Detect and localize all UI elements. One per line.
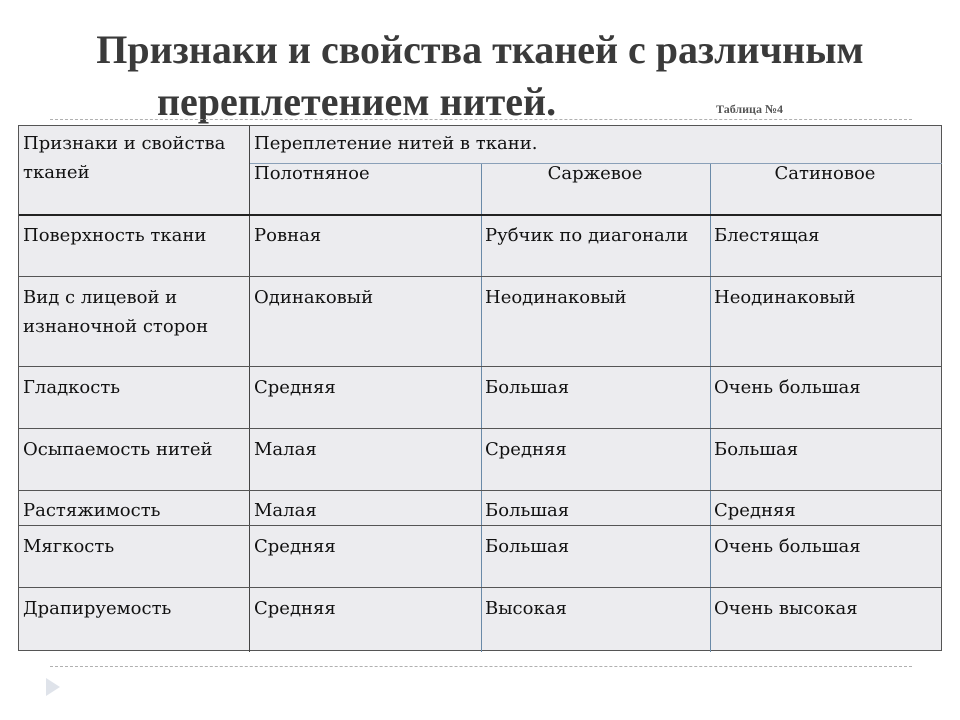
subheader-plain: Полотняное xyxy=(254,163,370,184)
row-3-satin: Очень большая xyxy=(714,377,861,398)
top-dashed-divider xyxy=(50,119,912,120)
row-6-property xyxy=(19,529,249,561)
row-line-4 xyxy=(19,490,941,491)
row-5-satin: Средняя xyxy=(714,500,796,521)
row-1-twill: Рубчик по диагонали xyxy=(485,225,689,246)
row-7-twill: Высокая xyxy=(485,598,567,619)
header-group-line xyxy=(250,163,942,164)
row-4-twill: Средняя xyxy=(485,439,567,460)
row-5-property-text: Растяжимость xyxy=(23,500,161,521)
subheader-satin: Сатиновое xyxy=(774,163,876,184)
row-5-twill: Большая xyxy=(485,500,570,521)
row-7-satin: Очень высокая xyxy=(714,598,858,619)
row-3-property-text: Гладкость xyxy=(23,377,121,398)
row-line-1 xyxy=(19,276,941,277)
row-6-satin: Очень большая xyxy=(714,536,861,557)
bottom-dashed-divider xyxy=(50,666,912,667)
header-bottom-line xyxy=(19,214,941,216)
table-number-label: Таблица №4 xyxy=(716,102,784,116)
header-properties-line-1: Признаки и свойства xyxy=(23,133,226,154)
header-properties-line-2: тканей xyxy=(23,162,90,183)
row-line-5 xyxy=(19,525,941,526)
row-line-3 xyxy=(19,428,941,429)
row-2-property-line-2: изнаночной сторон xyxy=(23,316,209,337)
row-3-twill: Большая xyxy=(485,377,570,398)
row-5-plain: Малая xyxy=(254,500,317,521)
row-line-6 xyxy=(19,587,941,588)
row-1-property xyxy=(19,218,249,250)
row-2-property xyxy=(19,280,249,341)
row-6-property-text: Мягкость xyxy=(23,536,115,557)
row-1-satin: Блестящая xyxy=(714,225,820,246)
row-7-property-text: Драпируемость xyxy=(23,598,172,619)
row-4-plain: Малая xyxy=(254,439,317,460)
row-7-plain: Средняя xyxy=(254,598,336,619)
title-line-2: переплетением нитей. xyxy=(157,79,557,124)
header-properties xyxy=(19,126,249,214)
row-2-plain: Одинаковый xyxy=(254,287,374,308)
title-line-1: Признаки и свойства тканей с различным xyxy=(96,27,864,72)
header-weave-group: Переплетение нитей в ткани. xyxy=(254,133,538,154)
subheader-twill: Саржевое xyxy=(547,163,643,184)
row-6-plain: Средняя xyxy=(254,536,336,557)
row-1-property-text: Поверхность ткани xyxy=(23,225,207,246)
row-4-satin: Большая xyxy=(714,439,799,460)
row-7-property xyxy=(19,591,249,623)
row-1-plain: Ровная xyxy=(254,225,322,246)
row-4-property xyxy=(19,432,249,464)
row-line-2 xyxy=(19,366,941,367)
row-2-satin: Неодинаковый xyxy=(714,287,856,308)
row-3-plain: Средняя xyxy=(254,377,336,398)
row-5-property xyxy=(19,493,249,525)
row-4-property-text: Осыпаемость нитей xyxy=(23,439,213,460)
fabric-properties-table xyxy=(18,125,942,651)
row-2-twill: Неодинаковый xyxy=(485,287,627,308)
slide-nav-triangle-icon[interactable] xyxy=(46,678,60,696)
row-2-property-line-1: Вид с лицевой и xyxy=(23,287,178,308)
row-6-twill: Большая xyxy=(485,536,570,557)
row-3-property xyxy=(19,370,249,402)
